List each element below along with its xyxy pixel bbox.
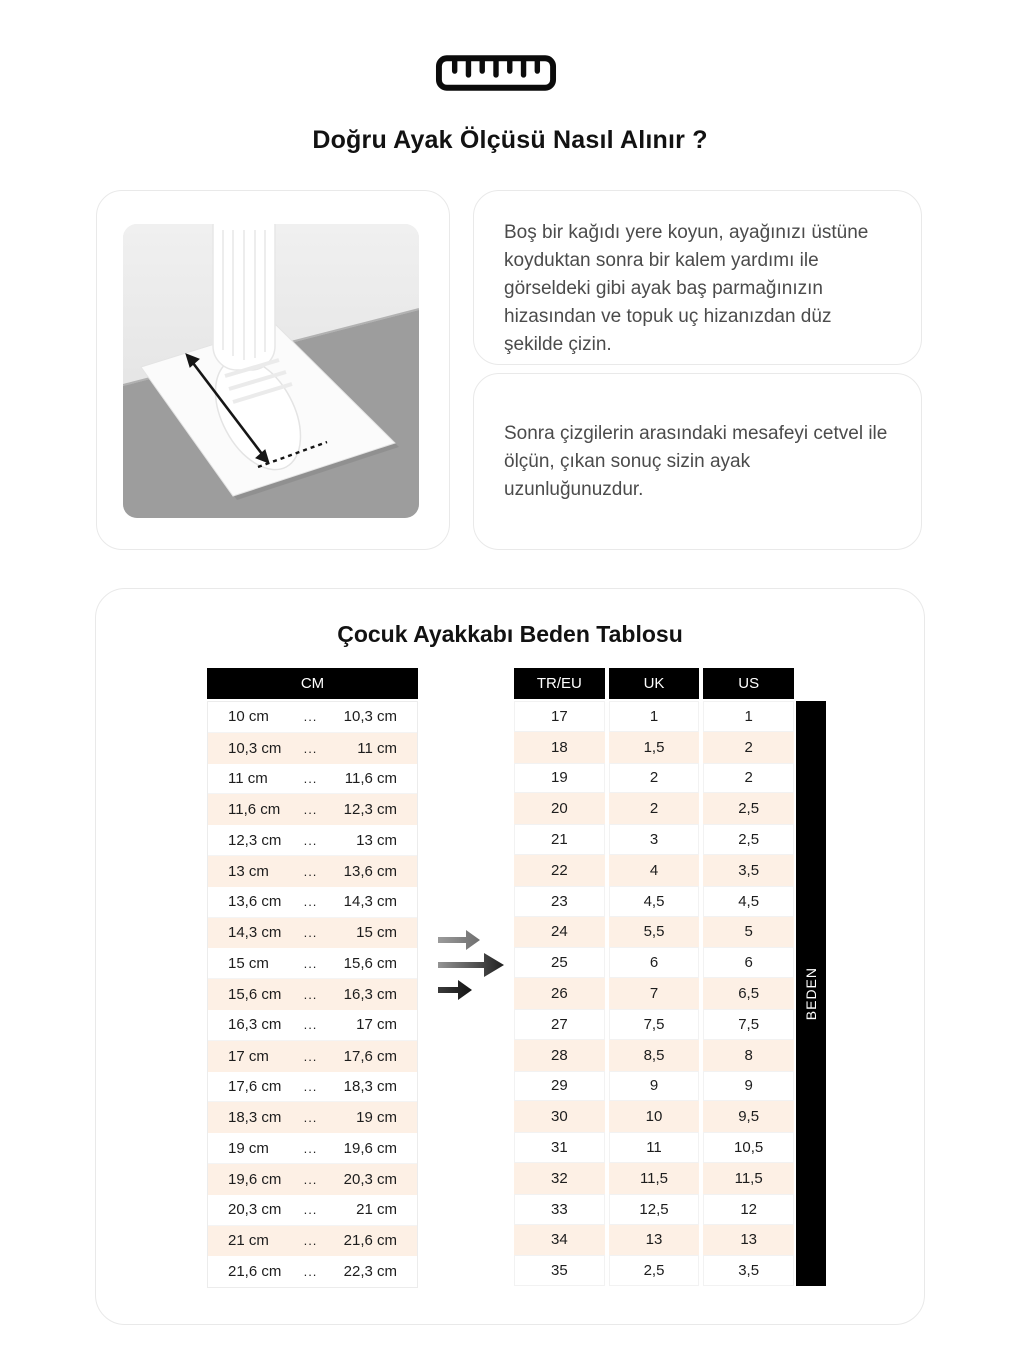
cm-table [207,668,418,1288]
table-row [208,887,417,918]
table-row [514,1009,794,1040]
cm-range-from: 17 cm [228,1047,269,1065]
table-row [514,1071,794,1102]
cm-range-to: 12,3 cm [343,801,397,819]
cm-range-to: 13 cm [356,831,397,849]
cm-range-from: 15 cm [228,954,269,972]
ruler-icon [435,54,557,92]
table-row [208,856,417,887]
header-us: US [703,668,794,699]
instruction-step-1: Boş bir kağıdı yere koyun, ayağınızı üstüne koyduktan sonra bir kalem yardımı ile görseldeki gibi ayak baş parmağınızın hizasından ve topuk uç hizanızdan düz şekilde çizin. [504,222,869,355]
table-row [514,886,794,917]
cm-range-to: 22,3 cm [343,1263,397,1281]
cm-range-from: 12,3 cm [228,831,282,849]
size-uk: 12,5 [609,1194,700,1225]
size-eu: 26 [514,978,605,1009]
cm-range-to: 16,3 cm [343,986,397,1004]
size-uk: 1,5 [609,732,700,763]
size-uk: 2 [609,793,700,824]
cm-range-to: 21 cm [356,1201,397,1219]
cm-range-dots: ... [303,1171,318,1187]
table-row [208,1010,417,1041]
cm-range-from: 21,6 cm [228,1263,282,1281]
cm-range-to: 19 cm [356,1109,397,1127]
table-row [514,978,794,1009]
size-us: 2,5 [703,793,794,824]
cm-range-dots: ... [303,987,318,1003]
size-us: 2 [703,732,794,763]
instruction-card-1 [473,190,922,365]
cm-range-to: 20,3 cm [343,1170,397,1188]
table-row [208,1164,417,1195]
cm-range-to: 18,3 cm [343,1077,397,1095]
table-row [208,1256,417,1287]
international-size-table [514,668,794,1286]
table-row [208,918,417,949]
cm-range-from: 19 cm [228,1139,269,1157]
table-row [514,1194,794,1225]
table-row [514,1255,794,1286]
cm-range-dots: ... [303,894,318,910]
table-row [514,824,794,855]
size-us: 7,5 [703,1009,794,1040]
cm-range-from: 20,3 cm [228,1201,282,1219]
size-uk: 3 [609,824,700,855]
size-eu: 24 [514,917,605,948]
size-uk: 4,5 [609,886,700,917]
size-uk: 2,5 [609,1255,700,1286]
table-row [208,979,417,1010]
table-row [514,1040,794,1071]
cm-range-from: 16,3 cm [228,1016,282,1034]
measurement-photo-card [96,190,450,550]
cm-range-from: 10,3 cm [228,739,282,757]
table-row [514,855,794,886]
size-uk: 10 [609,1101,700,1132]
table-row [208,1195,417,1226]
table-row [208,764,417,795]
size-us: 8 [703,1040,794,1071]
cm-range-to: 17,6 cm [343,1047,397,1065]
size-uk: 7 [609,978,700,1009]
size-eu: 31 [514,1132,605,1163]
header-uk: UK [609,668,700,699]
cm-range-to: 15,6 cm [343,954,397,972]
cm-range-from: 11,6 cm [228,801,281,819]
size-eu: 22 [514,855,605,886]
table-row [514,917,794,948]
cm-range-dots: ... [303,1140,318,1156]
size-table-card [95,588,925,1325]
size-uk: 5,5 [609,917,700,948]
table-row [514,1225,794,1256]
size-uk: 11 [609,1132,700,1163]
cm-range-dots: ... [303,925,318,941]
cm-range-from: 18,3 cm [228,1109,282,1127]
table-row [514,763,794,794]
beden-side-bar [796,701,826,1286]
cm-range-to: 13,6 cm [343,862,397,880]
size-us: 9,5 [703,1101,794,1132]
transfer-arrows-icon [438,923,508,1001]
size-us: 9 [703,1071,794,1102]
size-us: 10,5 [703,1132,794,1163]
cm-range-dots: ... [303,770,318,786]
size-eu: 20 [514,793,605,824]
table-row [514,1163,794,1194]
cm-range-from: 10 cm [228,708,269,726]
cm-range-to: 19,6 cm [343,1139,397,1157]
size-eu: 18 [514,732,605,763]
table-row [208,948,417,979]
size-us: 3,5 [703,1255,794,1286]
cm-range-from: 21 cm [228,1232,269,1250]
cm-range-to: 15 cm [356,924,397,942]
cm-range-dots: ... [303,832,318,848]
size-us: 6 [703,947,794,978]
size-uk: 7,5 [609,1009,700,1040]
cm-range-to: 11,6 cm [344,769,397,787]
header-tr-eu: TR/EU [514,668,605,699]
cm-range-dots: ... [303,802,318,818]
cm-range-dots: ... [303,1264,318,1280]
table-row [208,733,417,764]
size-table-body [514,701,794,1286]
size-eu: 29 [514,1071,605,1102]
table-row [514,793,794,824]
beden-label: BEDEN [803,966,819,1021]
cm-range-from: 19,6 cm [228,1170,282,1188]
table-row [208,1072,417,1103]
size-us: 4,5 [703,886,794,917]
size-eu: 23 [514,886,605,917]
table-row [514,732,794,763]
cm-range-dots: ... [303,1202,318,1218]
size-eu: 28 [514,1040,605,1071]
cm-range-dots: ... [303,740,318,756]
table-row [514,1101,794,1132]
size-uk: 4 [609,855,700,886]
foot-measurement-photo [123,224,419,518]
size-eu: 30 [514,1101,605,1132]
cm-range-dots: ... [303,955,318,971]
size-uk: 11,5 [609,1163,700,1194]
size-us: 6,5 [703,978,794,1009]
table-row [208,1102,417,1133]
size-uk: 6 [609,947,700,978]
size-us: 12 [703,1194,794,1225]
size-uk: 2 [609,763,700,794]
table-row [208,794,417,825]
table-row [514,947,794,978]
table-row [514,1132,794,1163]
size-us: 11,5 [703,1163,794,1194]
size-us: 13 [703,1225,794,1256]
cm-range-from: 13,6 cm [228,893,282,911]
size-table-header-row [514,668,794,699]
cm-range-from: 13 cm [228,862,269,880]
cm-range-dots: ... [303,1048,318,1064]
size-uk: 8,5 [609,1040,700,1071]
cm-range-to: 17 cm [356,1016,397,1034]
cm-range-dots: ... [303,1078,318,1094]
size-uk: 9 [609,1071,700,1102]
size-eu: 21 [514,824,605,855]
size-us: 1 [703,701,794,732]
cm-range-to: 10,3 cm [343,708,397,726]
size-eu: 25 [514,947,605,978]
cm-range-to: 21,6 cm [343,1232,397,1250]
size-eu: 19 [514,763,605,794]
size-us: 2,5 [703,824,794,855]
table-row [514,701,794,732]
cm-range-dots: ... [303,863,318,879]
size-eu: 34 [514,1225,605,1256]
table-row [208,1133,417,1164]
size-eu: 17 [514,701,605,732]
size-us: 5 [703,917,794,948]
size-us: 3,5 [703,855,794,886]
instruction-card-2 [473,373,922,550]
cm-range-dots: ... [303,1110,318,1126]
size-us: 2 [703,763,794,794]
size-eu: 33 [514,1194,605,1225]
size-table-title: Çocuk Ayakkabı Beden Tablosu [337,621,683,647]
size-uk: 1 [609,701,700,732]
cm-range-from: 14,3 cm [228,924,282,942]
table-row [208,825,417,856]
table-row [208,1041,417,1072]
size-eu: 32 [514,1163,605,1194]
cm-range-to: 11 cm [357,739,397,757]
table-row [208,702,417,733]
cm-range-dots: ... [303,709,318,725]
cm-range-dots: ... [303,1233,318,1249]
size-eu: 35 [514,1255,605,1286]
page-title: Doğru Ayak Ölçüsü Nasıl Alınır ? [312,126,708,154]
cm-range-dots: ... [303,1017,318,1033]
cm-table-body [207,701,418,1288]
table-row [208,1226,417,1257]
size-eu: 27 [514,1009,605,1040]
cm-range-from: 15,6 cm [228,986,282,1004]
instruction-step-2: Sonra çizgilerin arasındaki mesafeyi cetvel ile ölçün, çıkan sonuç sizin ayak uzunluğunuzdur. [504,422,888,500]
cm-range-from: 11 cm [228,769,268,787]
cm-range-from: 17,6 cm [228,1077,282,1095]
size-uk: 13 [609,1225,700,1256]
cm-range-to: 14,3 cm [343,893,397,911]
cm-table-header: CM [207,668,418,699]
